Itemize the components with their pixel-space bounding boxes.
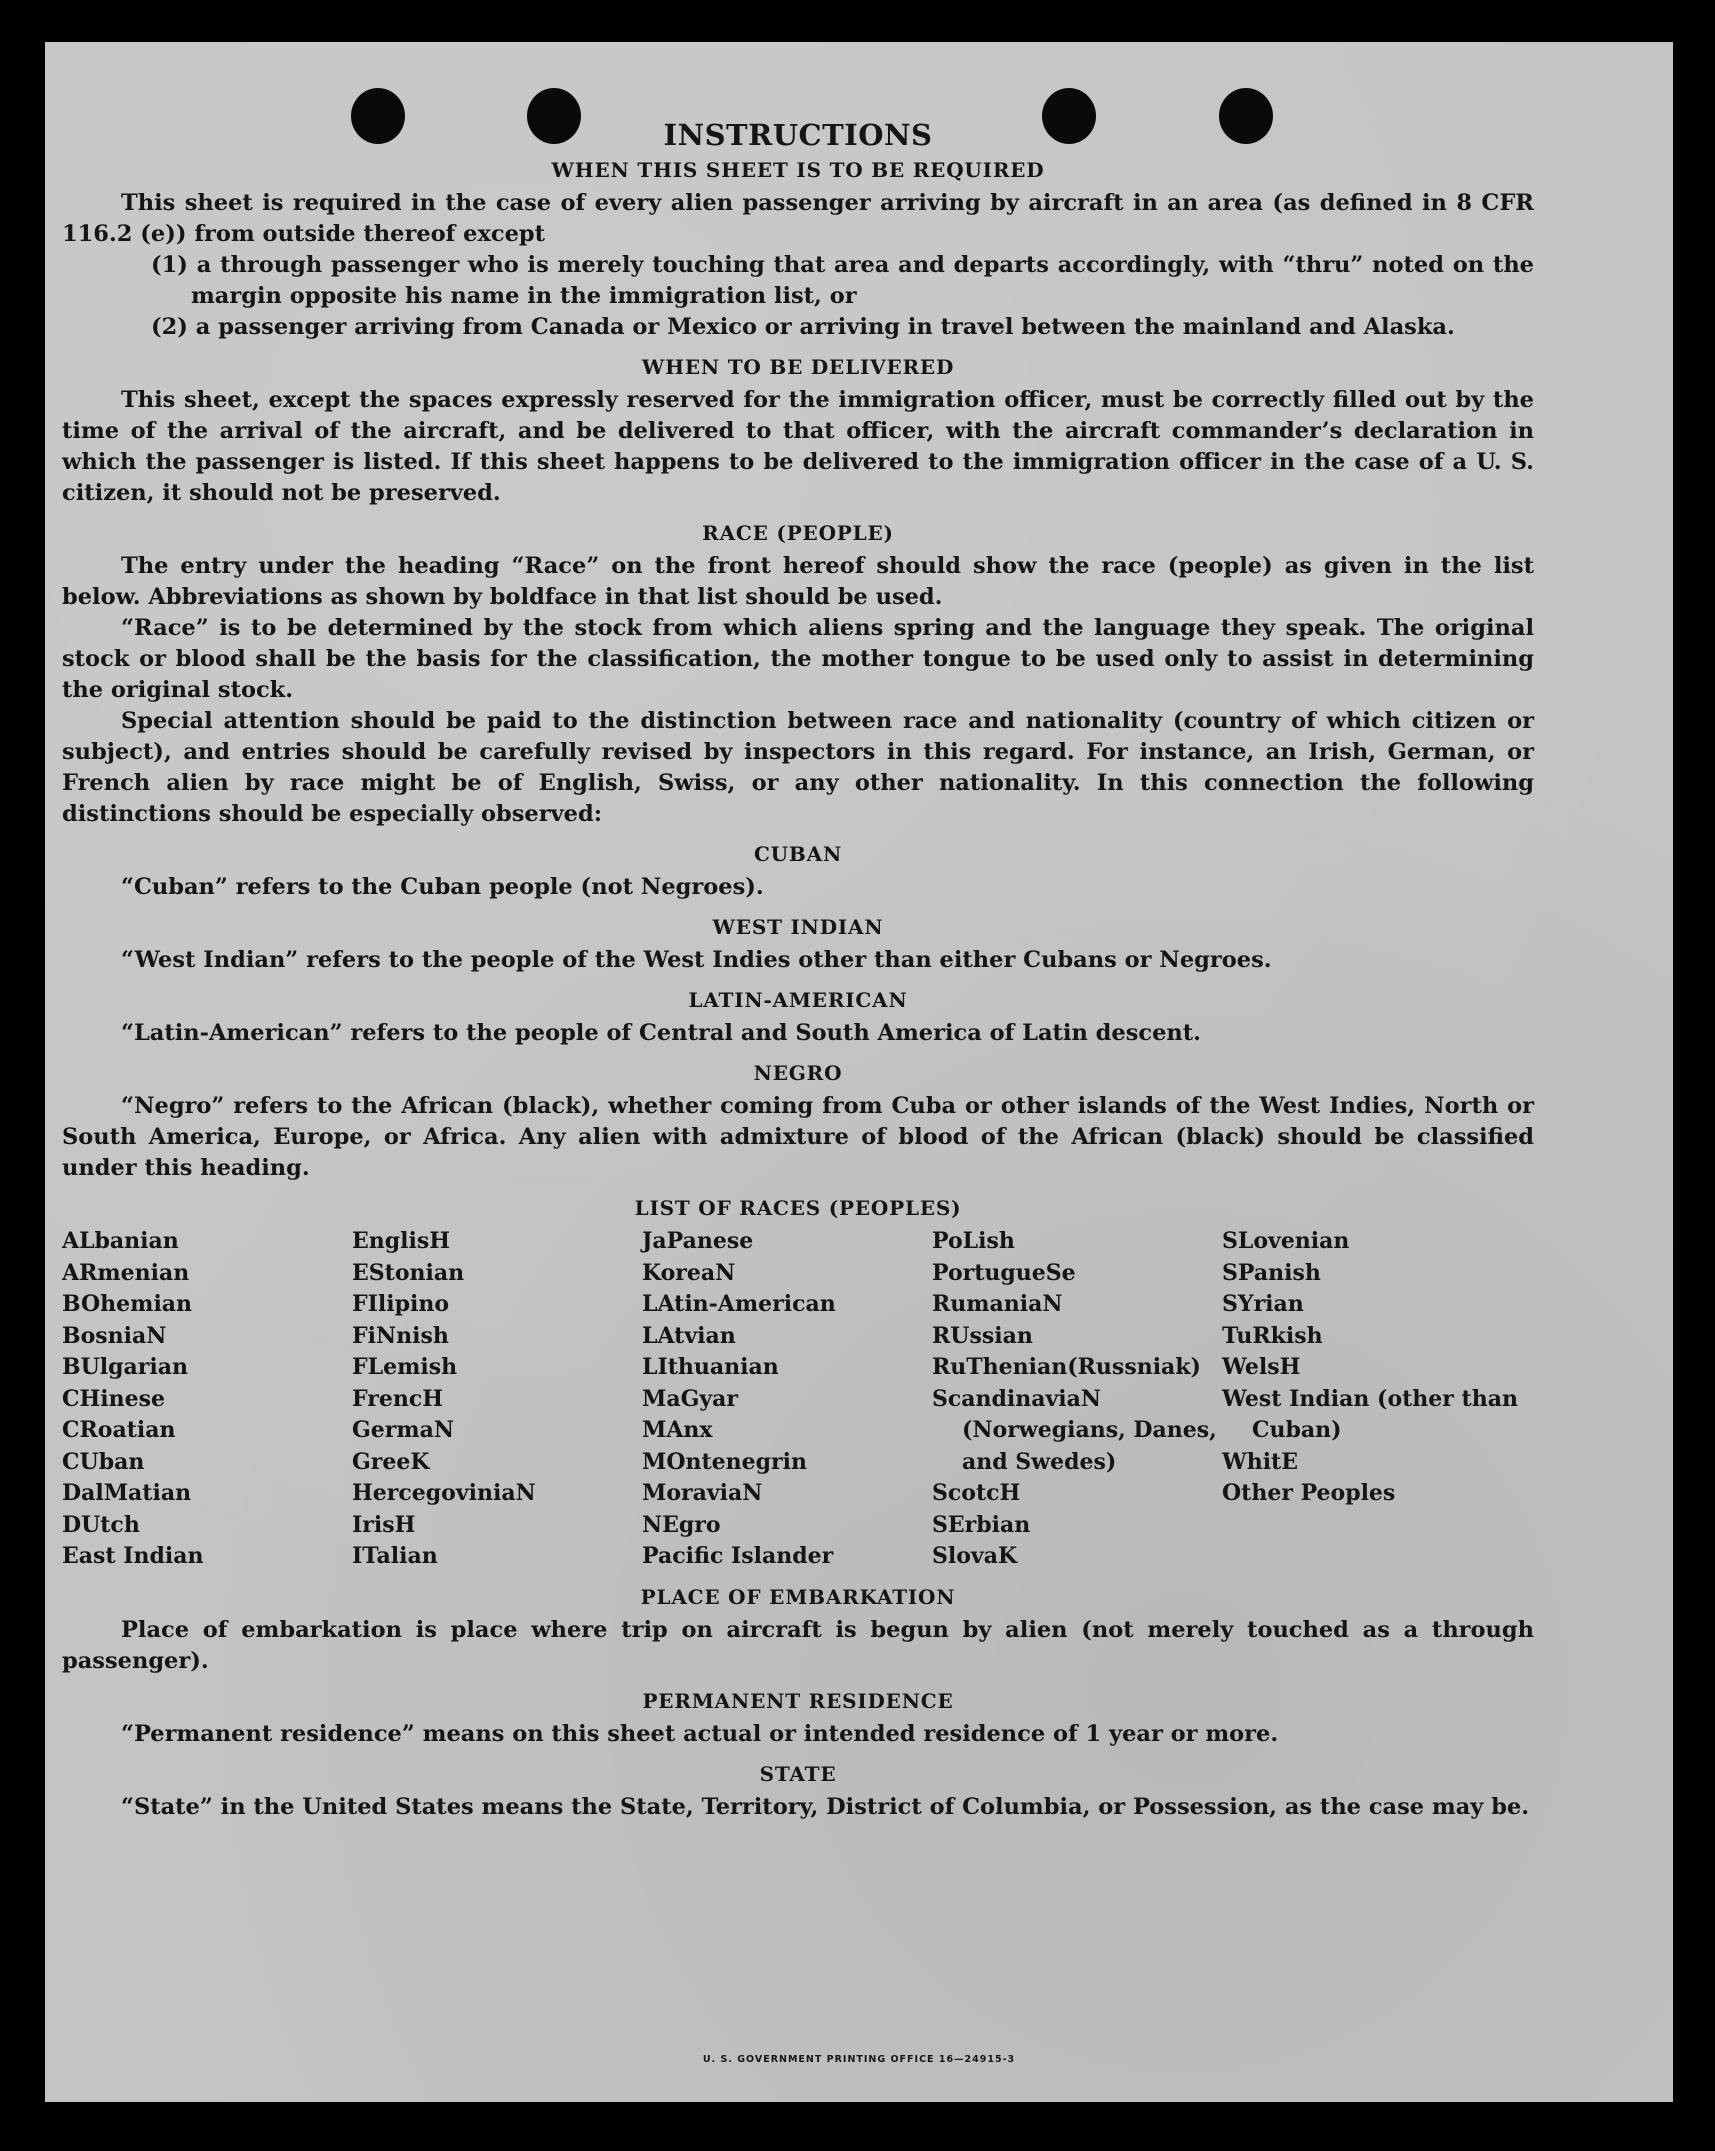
race-list-item: BUlgarian (62, 1354, 188, 1380)
cuban-paragraph: “Cuban” refers to the Cuban people (not Negroes). (121, 874, 764, 900)
race-list-column-4 (932, 1226, 1222, 1573)
race-list-item: GermaN (352, 1417, 455, 1443)
race-list-item: PoLish (932, 1228, 1015, 1254)
race-list-item: HercegoviniaN (352, 1480, 536, 1506)
race-list-item: SlovaK (932, 1543, 1018, 1569)
race-list-item: CHinese (62, 1385, 166, 1412)
race-list-item: MOntenegrin (642, 1448, 807, 1475)
race-list-item: BOhemian (62, 1291, 193, 1317)
page-title: INSTRUCTIONS (663, 118, 933, 152)
negro-paragraph: “Negro” refers to the African (black), whether coming from Cuba or other islands of the West Indies, North or South America, Europe, or Africa. Any alien with admixture of blood of the African (black) should be classified under this heading. (62, 1093, 1534, 1181)
section-heading-when-required: WHEN THIS SHEET IS TO BE REQUIRED (551, 158, 1045, 182)
exception-item-2: (2) a passenger arriving from Canada or Mexico or arriving in travel between the mainland and Alaska. (151, 314, 1455, 340)
race-list-item: JaPanese (642, 1228, 754, 1254)
race-list-item: TuRkish (1222, 1322, 1323, 1349)
residence-paragraph: “Permanent residence” means on this sheet actual or intended residence of 1 year or more. (121, 1720, 1279, 1747)
race-list-item: Other Peoples (1222, 1480, 1396, 1506)
section-heading-list-of-races: LIST OF RACES (PEOPLES) (634, 1196, 962, 1220)
race-list-item: KoreaN (642, 1259, 736, 1286)
document-page (45, 42, 1673, 2102)
race-list-item: ITalian (352, 1543, 438, 1569)
race-list-item: SPanish (1222, 1259, 1321, 1286)
race-list-item: WhitE (1222, 1448, 1298, 1475)
race-paragraph-1: The entry under the heading “Race” on the front hereof should show the race (people) as given in the list below. Abbreviations as shown by boldface in that list should be used. (62, 553, 1534, 610)
race-list-item: DUtch (62, 1511, 140, 1538)
section-heading-race: RACE (PEOPLE) (702, 521, 894, 545)
race-list (62, 1226, 1534, 1573)
race-list-item: PortugueSe (932, 1259, 1076, 1286)
embarkation-paragraph: Place of embarkation is place where trip on aircraft is begun by alien (not merely touched as a through passenger). (62, 1616, 1534, 1674)
race-list-item: NEgro (642, 1511, 721, 1538)
when-required-paragraph: This sheet is required in the case of every alien passenger arriving by aircraft in an area (as defined in 8 CFR 116.2 (e)) from outside thereof except (62, 190, 1534, 247)
race-paragraph-2: “Race” is to be determined by the stock from which aliens spring and the language they speak. The original stock or blood shall be the basis for the classification, the mother tongue to be used only to assist in determining the original stock. (62, 615, 1534, 703)
race-list-item: FIlipino (352, 1291, 450, 1317)
printing-office-footer: U. S. GOVERNMENT PRINTING OFFICE 16—24915-3 (702, 2054, 1016, 2065)
section-heading-residence: PERMANENT RESIDENCE (642, 1688, 954, 1713)
race-list-item: WelsH (1222, 1354, 1301, 1380)
race-list-item: West Indian (other than Cuban) (1222, 1385, 1518, 1443)
race-list-item: MaGyar (642, 1385, 739, 1412)
west-indian-paragraph: “West Indian” refers to the people of the West Indies other than either Cubans or Negroes. (121, 947, 1272, 973)
race-list-item: MoraviaN (642, 1480, 763, 1506)
race-list-item: GreeK (352, 1448, 430, 1475)
section-heading-latin-american: LATIN-AMERICAN (688, 988, 908, 1012)
race-list-item: SErbian (932, 1511, 1031, 1538)
race-list-item: IrisH (352, 1511, 416, 1538)
race-list-item: LAtin-American (642, 1291, 836, 1317)
race-list-item: East Indian (62, 1543, 204, 1569)
race-list-item: RuThenian(Russniak) (932, 1354, 1201, 1380)
race-list-item: ARmenian (62, 1259, 190, 1286)
instructions-body (62, 118, 1534, 1823)
race-list-item: RumaniaN (932, 1291, 1063, 1317)
latin-american-paragraph: “Latin-American” refers to the people of Central and South America of Latin descent. (121, 1020, 1201, 1046)
race-list-item: ScandinaviaN (Norwegians, Danes, and Swedes) (932, 1385, 1217, 1475)
race-list-item: FrencH (352, 1385, 443, 1412)
race-list-item: SYrian (1222, 1291, 1304, 1317)
race-list-item: CUban (62, 1448, 145, 1475)
race-list-item: RUssian (932, 1322, 1033, 1349)
section-heading-cuban: CUBAN (753, 842, 843, 866)
section-heading-negro: NEGRO (753, 1061, 843, 1085)
race-list-item: CRoatian (62, 1417, 176, 1443)
race-list-item: ALbanian (62, 1228, 179, 1254)
race-list-item: MAnx (642, 1417, 713, 1443)
race-list-item: BosniaN (62, 1322, 167, 1349)
race-list-item: FLemish (352, 1354, 458, 1380)
race-list-column-5 (1222, 1226, 1522, 1573)
race-list-item: LIthuanian (642, 1354, 779, 1380)
race-list-item: LAtvian (642, 1322, 736, 1349)
state-paragraph: “State” in the United States means the State, Territory, District of Columbia, or Possession, as the case may be. (121, 1793, 1530, 1820)
section-heading-state: STATE (759, 1761, 837, 1786)
race-list-item: Pacific Islander (642, 1543, 834, 1569)
race-list-column-1 (62, 1226, 352, 1573)
race-list-item: SLovenian (1222, 1228, 1350, 1254)
race-list-item: FiNnish (352, 1322, 449, 1349)
race-list-column-2 (352, 1226, 642, 1573)
race-list-item: EStonian (352, 1259, 465, 1286)
race-list-item: EnglisH (352, 1228, 451, 1254)
section-heading-when-delivered: WHEN TO BE DELIVERED (641, 355, 955, 379)
race-list-item: ScotcH (932, 1480, 1021, 1506)
exception-item-1: (1) a through passenger who is merely touching that area and departs accordingly, with “thru” noted on the margin opposite his name in the immigration list, or (151, 252, 1534, 309)
race-list-column-3 (642, 1226, 932, 1573)
section-heading-west-indian: WEST INDIAN (712, 915, 884, 939)
race-list-item: DalMatian (62, 1480, 192, 1506)
section-heading-embarkation: PLACE OF EMBARKATION (640, 1584, 956, 1609)
race-paragraph-3: Special attention should be paid to the distinction between race and nationality (country of which citizen or subject), and entries should be carefully revised by inspectors in this regard. For instance, an Irish, German, or French alien by race might be of English, Swiss, or any other nationality. In this connection the following distinctions should be especially observed: (62, 708, 1534, 827)
when-delivered-paragraph: This sheet, except the spaces expressly reserved for the immigration officer, must be correctly filled out by the time of the arrival of the aircraft, and be delivered to that officer, with the aircraft commander’s declaration in which the passenger is listed. If this sheet happens to be delivered to the immigration officer in the case of a U. S. citizen, it should not be preserved. (62, 387, 1534, 506)
